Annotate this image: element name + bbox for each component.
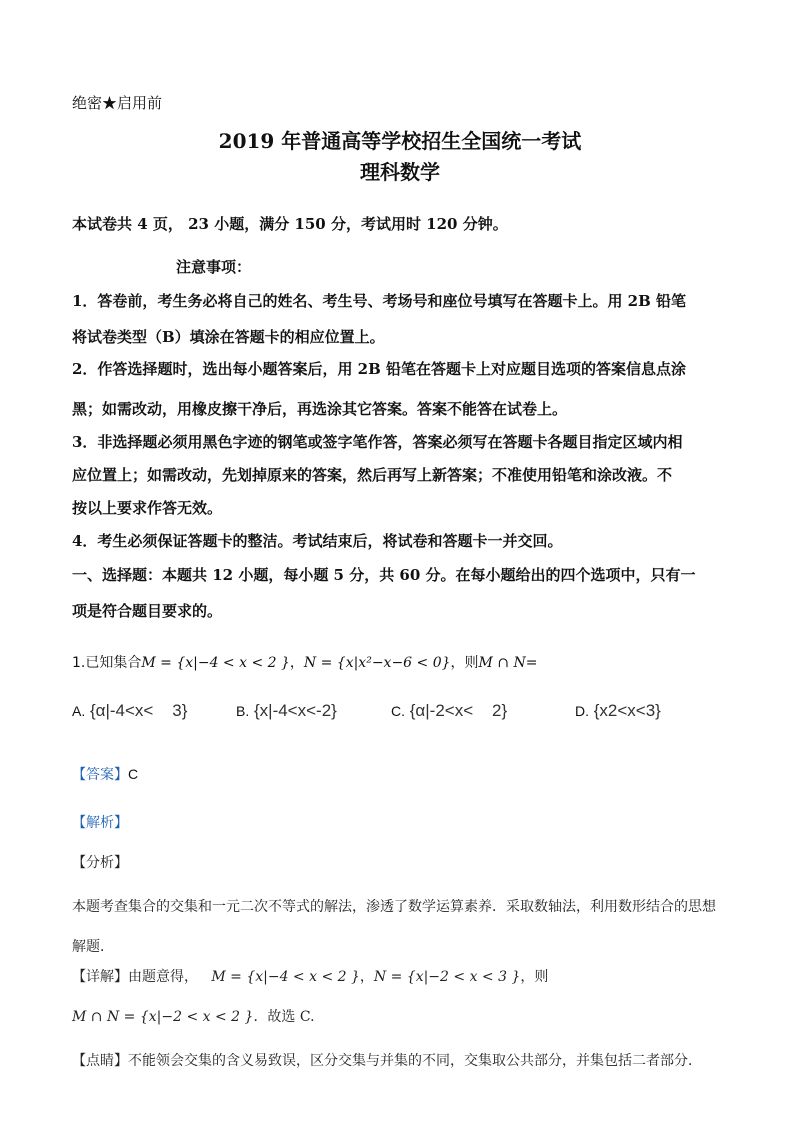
section-heading-cont: 项是符合题目要求的。 (72, 602, 223, 620)
detail-suffix: ，则 (520, 969, 549, 985)
set-m: M = {x|−4 < x < 2 } (141, 655, 290, 671)
notes-line: 黑；如需改动，用橡皮擦干净后，再选涂其它答案。答案不能答在试卷上。 (72, 400, 568, 418)
notes-line: 将试卷类型（B）填涂在答题卡的相应位置上。 (72, 328, 385, 346)
choice-a-label: A. (72, 703, 86, 719)
question-1-prefix: 1.已知集合 (72, 655, 142, 671)
detail-set-m: M = {x|−4 < x < 2 } (211, 969, 360, 985)
exam-intro: 本试卷共 4 页， 23 小题，满分 150 分，考试用时 120 分钟。 (72, 215, 508, 233)
set-n: N = {x|x²−x−6 < 0} (303, 655, 451, 671)
analysis-tag: 【解析】 (72, 815, 128, 831)
analysis-sub-tag: 【分析】 (72, 855, 128, 871)
choice-d-text: {x2<x<3} (593, 701, 661, 720)
detail-comma: ， (359, 969, 374, 985)
question-1-target: M ∩ N= (478, 655, 538, 671)
answer-value: C (128, 766, 139, 782)
detail-tag: 【详解】 (72, 969, 128, 985)
question-1-sep: ， (289, 655, 304, 671)
question-1-stem (72, 652, 537, 672)
choice-b (236, 701, 337, 721)
exam-title: 2019 年普通高等学校招生全国统一考试 (218, 129, 582, 153)
choice-d-label: D. (575, 703, 589, 719)
detail-set-n: N = {x|−2 < x < 3 } (373, 969, 521, 985)
result-set: M ∩ N = {x|−2 < x < 2 } (72, 1009, 254, 1025)
analysis-text-cont: 解题． (72, 939, 114, 955)
secret-label: 绝密★启用前 (72, 94, 163, 112)
notes-line: 2．作答选择题时，选出每小题答案后，用 2B 铅笔在答题卡上对应题目选项的答案信息点涂 (72, 360, 687, 378)
notes-line: 1．答卷前，考生务必将自己的姓名、考生号、考场号和座位号填写在答题卡上。用 2B 铅笔 (72, 292, 687, 310)
exam-subject: 理科数学 (360, 160, 440, 184)
comment-tag: 【点睛】 (72, 1053, 128, 1069)
analysis-text: 本题考查集合的交集和一元二次不等式的解法，渗透了数学运算素养．采取数轴法，利用数形结合的思想 (72, 899, 716, 915)
detail-prefix: 由题意得， (128, 969, 198, 985)
question-1-suffix: ，则 (450, 655, 479, 671)
choice-d (575, 701, 661, 721)
choice-c-text: {α|-2<x< 2} (409, 701, 508, 720)
choice-b-text: {x|-4<x<-2} (253, 701, 337, 720)
result-suffix: ．故选 C. (253, 1009, 315, 1025)
choice-c (391, 701, 507, 721)
choice-c-label: C. (391, 703, 405, 719)
notes-line: 应位置上；如需改动，先划掉原来的答案，然后再写上新答案；不准使用铅笔和涂改液。不 (72, 466, 673, 484)
answer-tag: 【答案】 (72, 767, 128, 783)
choice-a-text: {α|-4<x< 3} (89, 701, 188, 720)
choice-a (72, 701, 187, 721)
notes-line: 4．考生必须保证答题卡的整洁。考试结束后，将试卷和答题卡一并交回。 (72, 532, 563, 550)
comment-line (72, 1050, 702, 1070)
notes-line: 按以上要求作答无效。 (72, 499, 223, 517)
result-line (72, 1006, 315, 1026)
choice-b-label: B. (236, 703, 250, 719)
notes-heading: 注意事项： (176, 258, 252, 276)
comment-text: 不能领会交集的含义易致误，区分交集与并集的不同，交集取公共部分，并集包括二者部分． (128, 1053, 702, 1069)
answer-line (72, 764, 138, 784)
notes-line: 3．非选择题必须用黑色字迹的钢笔或签字笔作答，答案必须写在答题卡各题目指定区域内相 (72, 433, 683, 451)
detail-line (72, 966, 548, 986)
section-heading: 一、选择题：本题共 12 小题，每小题 5 分，共 60 分。在每小题给出的四个选项中，只有一 (72, 566, 696, 584)
